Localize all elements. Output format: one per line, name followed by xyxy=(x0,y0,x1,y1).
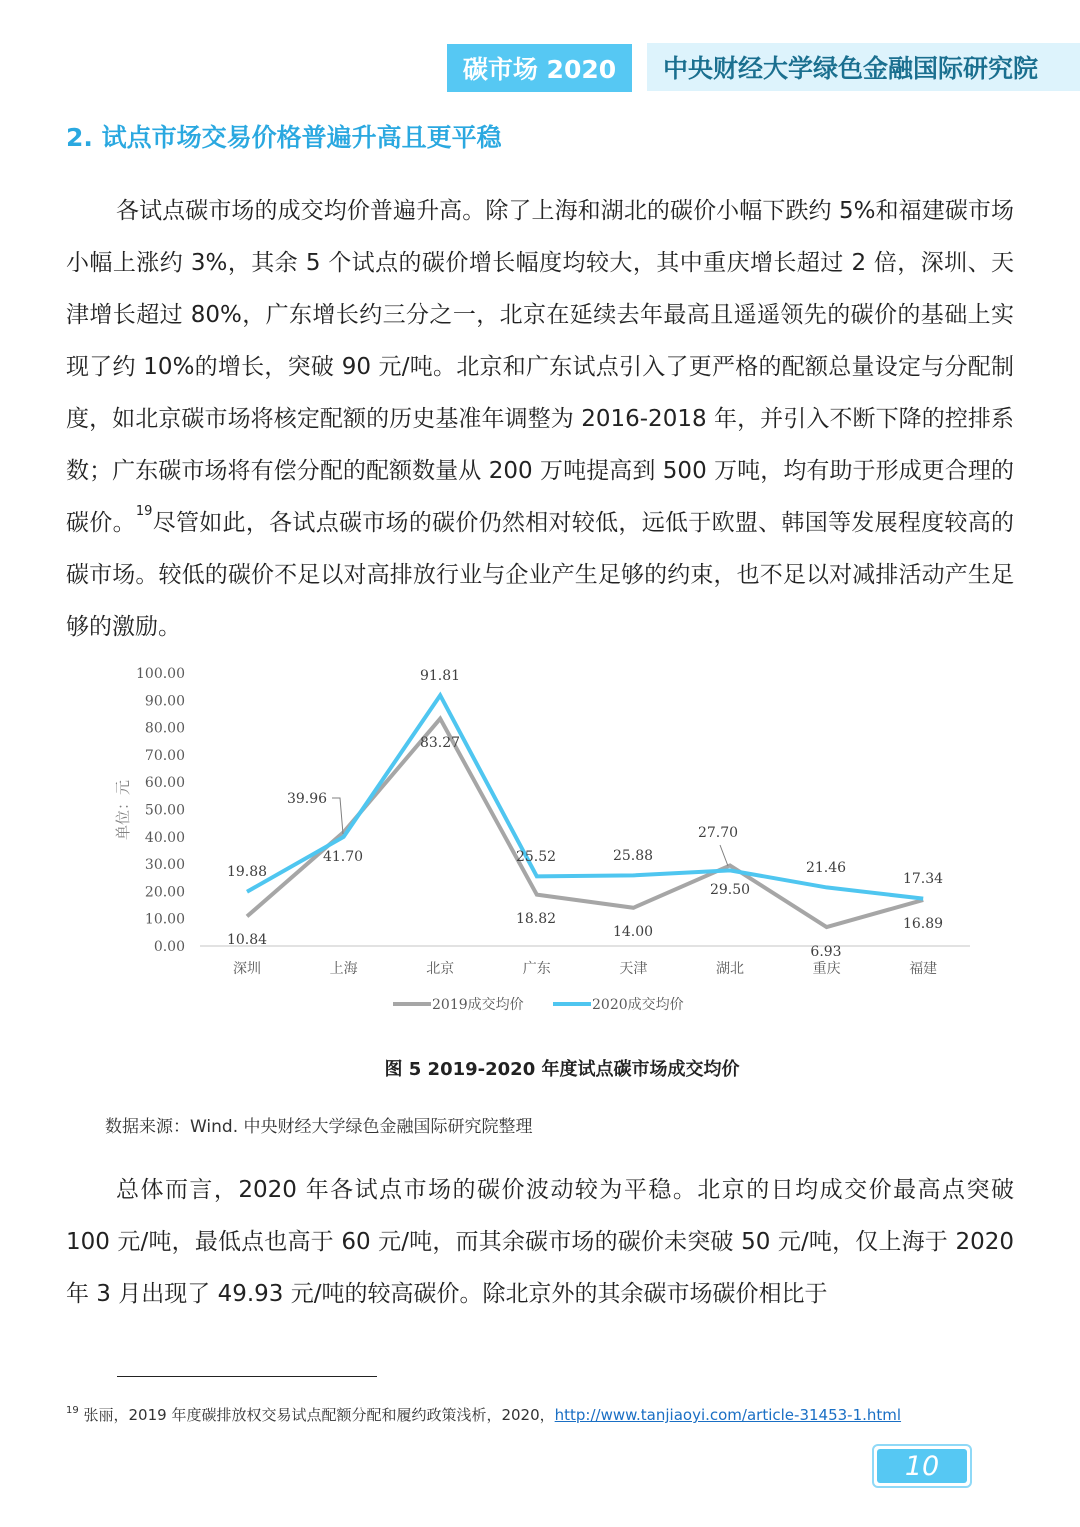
data-label: 25.88 xyxy=(612,848,654,864)
data-label: 29.50 xyxy=(709,882,751,898)
x-tick-label: 天津 xyxy=(619,961,648,977)
legend-label: 2019成交均价 xyxy=(432,997,524,1013)
y-tick-label: 30.00 xyxy=(144,857,185,874)
data-label: 21.46 xyxy=(805,860,847,876)
y-tick-label: 0.00 xyxy=(153,939,185,955)
data-label: 19.88 xyxy=(226,864,268,880)
page-number-badge xyxy=(872,1444,972,1488)
data-label: 16.89 xyxy=(902,916,944,932)
data-label: 25.52 xyxy=(515,849,557,865)
y-tick-label: 40.00 xyxy=(144,829,185,846)
x-tick-label: 重庆 xyxy=(812,961,841,977)
figure-caption: 图 5 2019-2020 年度试点碳市场成交均价 xyxy=(384,1059,740,1080)
y-axis-label: 单位：元 xyxy=(114,779,132,841)
footnote-link[interactable]: http://www.tanjiaoyi.com/article-31453-1.html xyxy=(554,1406,902,1424)
leader-line xyxy=(720,845,728,866)
data-label: 39.96 xyxy=(286,791,328,807)
legend-label: 2020成交均价 xyxy=(592,997,684,1013)
data-source: 数据来源：Wind. 中央财经大学绿色金融国际研究院整理 xyxy=(105,1117,533,1137)
y-tick-label: 20.00 xyxy=(144,884,185,901)
footnote-text: 张丽，2019 年度碳排放权交易试点配额分配和履约政策浅析，2020， xyxy=(83,1406,555,1424)
x-tick-label: 广东 xyxy=(522,961,551,977)
series-line-2019 xyxy=(247,719,923,927)
footnote xyxy=(66,1404,901,1425)
footnote-number: 19 xyxy=(66,1405,79,1416)
data-label: 83.27 xyxy=(419,735,461,751)
data-label: 17.34 xyxy=(902,871,944,887)
paragraph-1-tail: 尽管如此，各试点碳市场的碳价仍然相对较低，远低于欧盟、韩国等发展程度较高的碳市场。较低的碳价不足以对高排放行业与企业产生足够的约束，也不足以对减排活动产生足够的激励。 xyxy=(66,510,1015,640)
footnote-ref[interactable]: 19 xyxy=(135,504,153,519)
y-tick-label: 10.00 xyxy=(144,911,185,928)
x-tick-label: 湖北 xyxy=(716,961,744,977)
header-institution: 中央财经大学绿色金融国际研究院 xyxy=(647,43,1080,91)
x-tick-label: 深圳 xyxy=(233,961,261,977)
y-tick-label: 50.00 xyxy=(144,802,185,819)
y-tick-label: 90.00 xyxy=(144,693,185,710)
data-label: 14.00 xyxy=(612,924,654,940)
footnote-divider xyxy=(117,1376,377,1377)
paragraph-2: 总体而言，2020 年各试点市场的碳价波动较为平稳。北京的日均成交价最高点突破 100 元/吨，最低点也高于 60 元/吨，而其余碳市场的碳价未突破 50 元/吨，仅上海于 2020 年 3 月出现了 49.93 元/吨的较高碳价。除北京外的其余碳市场碳价相比于 xyxy=(66,1177,1014,1307)
page-number: 10 xyxy=(877,1449,967,1483)
header-report-title: 碳市场 2020 xyxy=(447,44,632,92)
data-label: 10.84 xyxy=(226,932,268,948)
leader-line xyxy=(332,798,343,834)
x-tick-label: 北京 xyxy=(426,961,455,977)
x-tick-label: 福建 xyxy=(909,961,938,977)
data-label: 18.82 xyxy=(515,911,557,927)
y-tick-label: 60.00 xyxy=(144,775,185,792)
paragraph-1 xyxy=(66,185,1014,653)
paragraph-1-text: 各试点碳市场的成交均价普遍升高。除了上海和湖北的碳价小幅下跌约 5%和福建碳市场小幅上涨约 3%，其余 5 个试点的碳价增长幅度均较大，其中重庆增长超过 2 倍，深圳、天津增长超过 80%，广东增长约三分之一，北京在延续去年最高且遥遥领先的碳价的基础上实现了约 10%的增长，突破 90 元/吨。北京和广东试点引入了更严格的配额总量设定与分配制度，如北京碳市场将核定配额的历史基准年调整为 2016-2018 年，并引入不断下降的控排系数；广东碳市场将有偿分配的配额数量从 200 万吨提高到 500 万吨，均有助于形成更合理的碳价。 xyxy=(66,198,1014,536)
data-label: 6.93 xyxy=(810,944,842,960)
y-tick-label: 100.00 xyxy=(136,666,185,682)
series-line-2020 xyxy=(247,695,923,898)
y-tick-label: 80.00 xyxy=(144,720,185,737)
section-title: 2. 试点市场交易价格普遍升高且更平稳 xyxy=(66,123,502,152)
data-label: 27.70 xyxy=(697,825,739,841)
data-label: 91.81 xyxy=(419,668,461,684)
data-label: 41.70 xyxy=(322,849,364,865)
x-tick-label: 上海 xyxy=(329,961,358,977)
y-tick-label: 70.00 xyxy=(144,747,185,764)
